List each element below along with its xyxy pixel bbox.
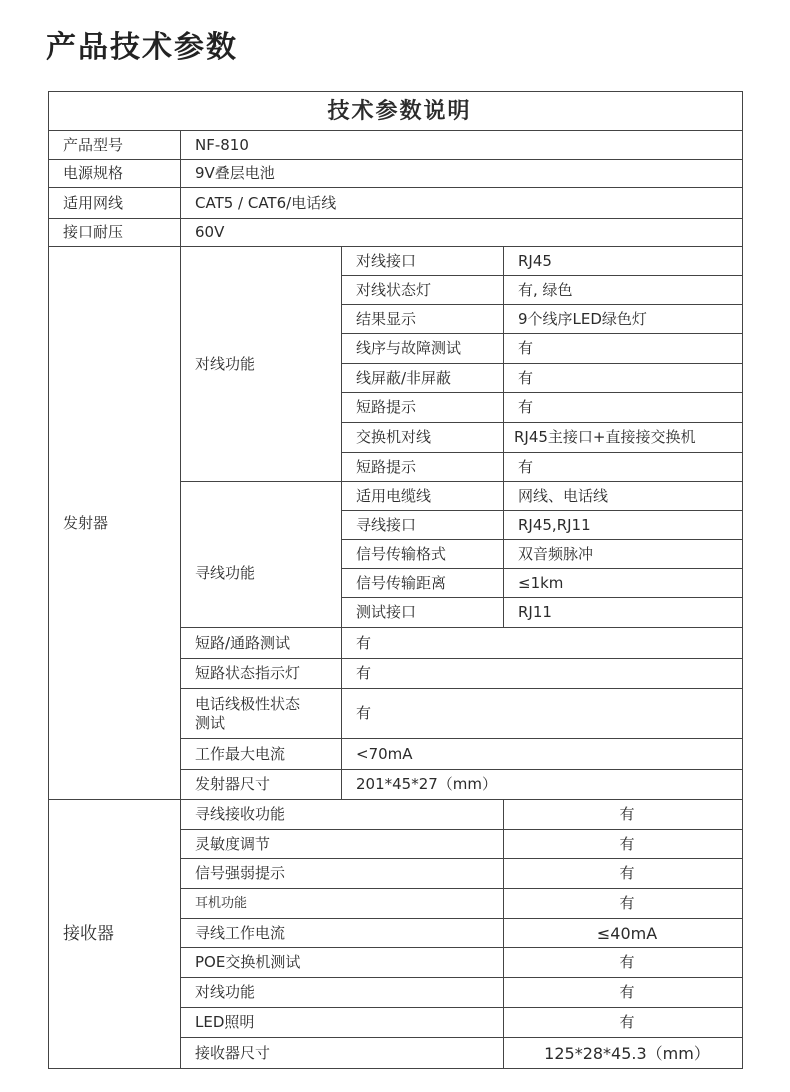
item-label: 寻线接口: [342, 511, 504, 540]
item-label: LED照明: [181, 1008, 504, 1038]
item-label: 测试接口: [342, 598, 504, 628]
item-value: RJ45主接口+直接接交换机: [504, 423, 743, 453]
item-label: 工作最大电流: [181, 739, 342, 770]
item-label: 电话线极性状态测试: [181, 689, 342, 739]
row-value: CAT5 / CAT6/电话线: [181, 188, 743, 219]
row-label: 电源规格: [49, 160, 181, 188]
row-label: 产品型号: [49, 131, 181, 160]
item-label: 发射器尺寸: [181, 770, 342, 800]
row-value: 60V: [181, 219, 743, 247]
item-label: 信号传输距离: [342, 569, 504, 598]
item-label: 短路/通路测试: [181, 628, 342, 659]
item-label: 灵敏度调节: [181, 830, 504, 859]
item-label: 寻线接收功能: [181, 800, 504, 830]
item-label: 信号传输格式: [342, 540, 504, 569]
receiver-label: 接收器: [49, 800, 181, 1069]
page-title: 产品技术参数: [46, 30, 238, 65]
item-value: 有: [504, 948, 743, 978]
row-label: 接口耐压: [49, 219, 181, 247]
item-label: 接收器尺寸: [181, 1038, 504, 1069]
item-value: RJ11: [504, 598, 743, 628]
item-label: 耳机功能: [181, 889, 504, 919]
table-header: 技术参数说明: [49, 92, 743, 131]
table-row: [49, 160, 743, 188]
item-label: 对线接口: [342, 247, 504, 276]
transmitter-label: 发射器: [49, 247, 181, 800]
item-value: 201*45*27（mm）: [342, 770, 743, 800]
spec-table: [48, 91, 743, 1069]
item-value: 有: [504, 830, 743, 859]
item-value: 有: [342, 659, 743, 689]
item-label: 适用电缆线: [342, 482, 504, 511]
item-value: 9个线序LED绿色灯: [504, 305, 743, 334]
item-label: 对线状态灯: [342, 276, 504, 305]
table-row: [49, 131, 743, 160]
row-label: 适用网线: [49, 188, 181, 219]
item-value: 有: [504, 1008, 743, 1038]
tracing-label: 寻线功能: [181, 482, 342, 628]
item-value: 有: [504, 978, 743, 1008]
item-value: 有: [504, 364, 743, 393]
item-value: 网线、电话线: [504, 482, 743, 511]
table-row: [49, 800, 743, 830]
item-value: RJ45,RJ11: [504, 511, 743, 540]
item-value: 有, 绿色: [504, 276, 743, 305]
item-value: 有: [504, 393, 743, 423]
item-value: ≤1km: [504, 569, 743, 598]
item-value: 有: [342, 689, 743, 739]
item-value: 有: [504, 453, 743, 482]
item-label: 短路提示: [342, 453, 504, 482]
item-value: 有: [504, 800, 743, 830]
item-value: 有: [504, 889, 743, 919]
item-label: POE交换机测试: [181, 948, 504, 978]
row-value: NF-810: [181, 131, 743, 160]
item-value: 有: [504, 334, 743, 364]
item-value: <70mA: [342, 739, 743, 770]
table-row: [49, 247, 743, 276]
item-value: RJ45: [504, 247, 743, 276]
item-value: 有: [342, 628, 743, 659]
item-label: 短路状态指示灯: [181, 659, 342, 689]
table-row: [49, 188, 743, 219]
item-label: 结果显示: [342, 305, 504, 334]
item-label: 线屏蔽/非屏蔽: [342, 364, 504, 393]
item-value: ≤40mA: [504, 919, 743, 948]
row-value: 9V叠层电池: [181, 160, 743, 188]
line-test-label: 对线功能: [181, 247, 342, 482]
item-value: 125*28*45.3（mm）: [504, 1038, 743, 1069]
item-value: 双音频脉冲: [504, 540, 743, 569]
item-label: 寻线工作电流: [181, 919, 504, 948]
table-row: [49, 219, 743, 247]
item-value: 有: [504, 859, 743, 889]
item-label: 短路提示: [342, 393, 504, 423]
item-label: 对线功能: [181, 978, 504, 1008]
item-label: 信号强弱提示: [181, 859, 504, 889]
item-label: 交换机对线: [342, 423, 504, 453]
item-label: 线序与故障测试: [342, 334, 504, 364]
